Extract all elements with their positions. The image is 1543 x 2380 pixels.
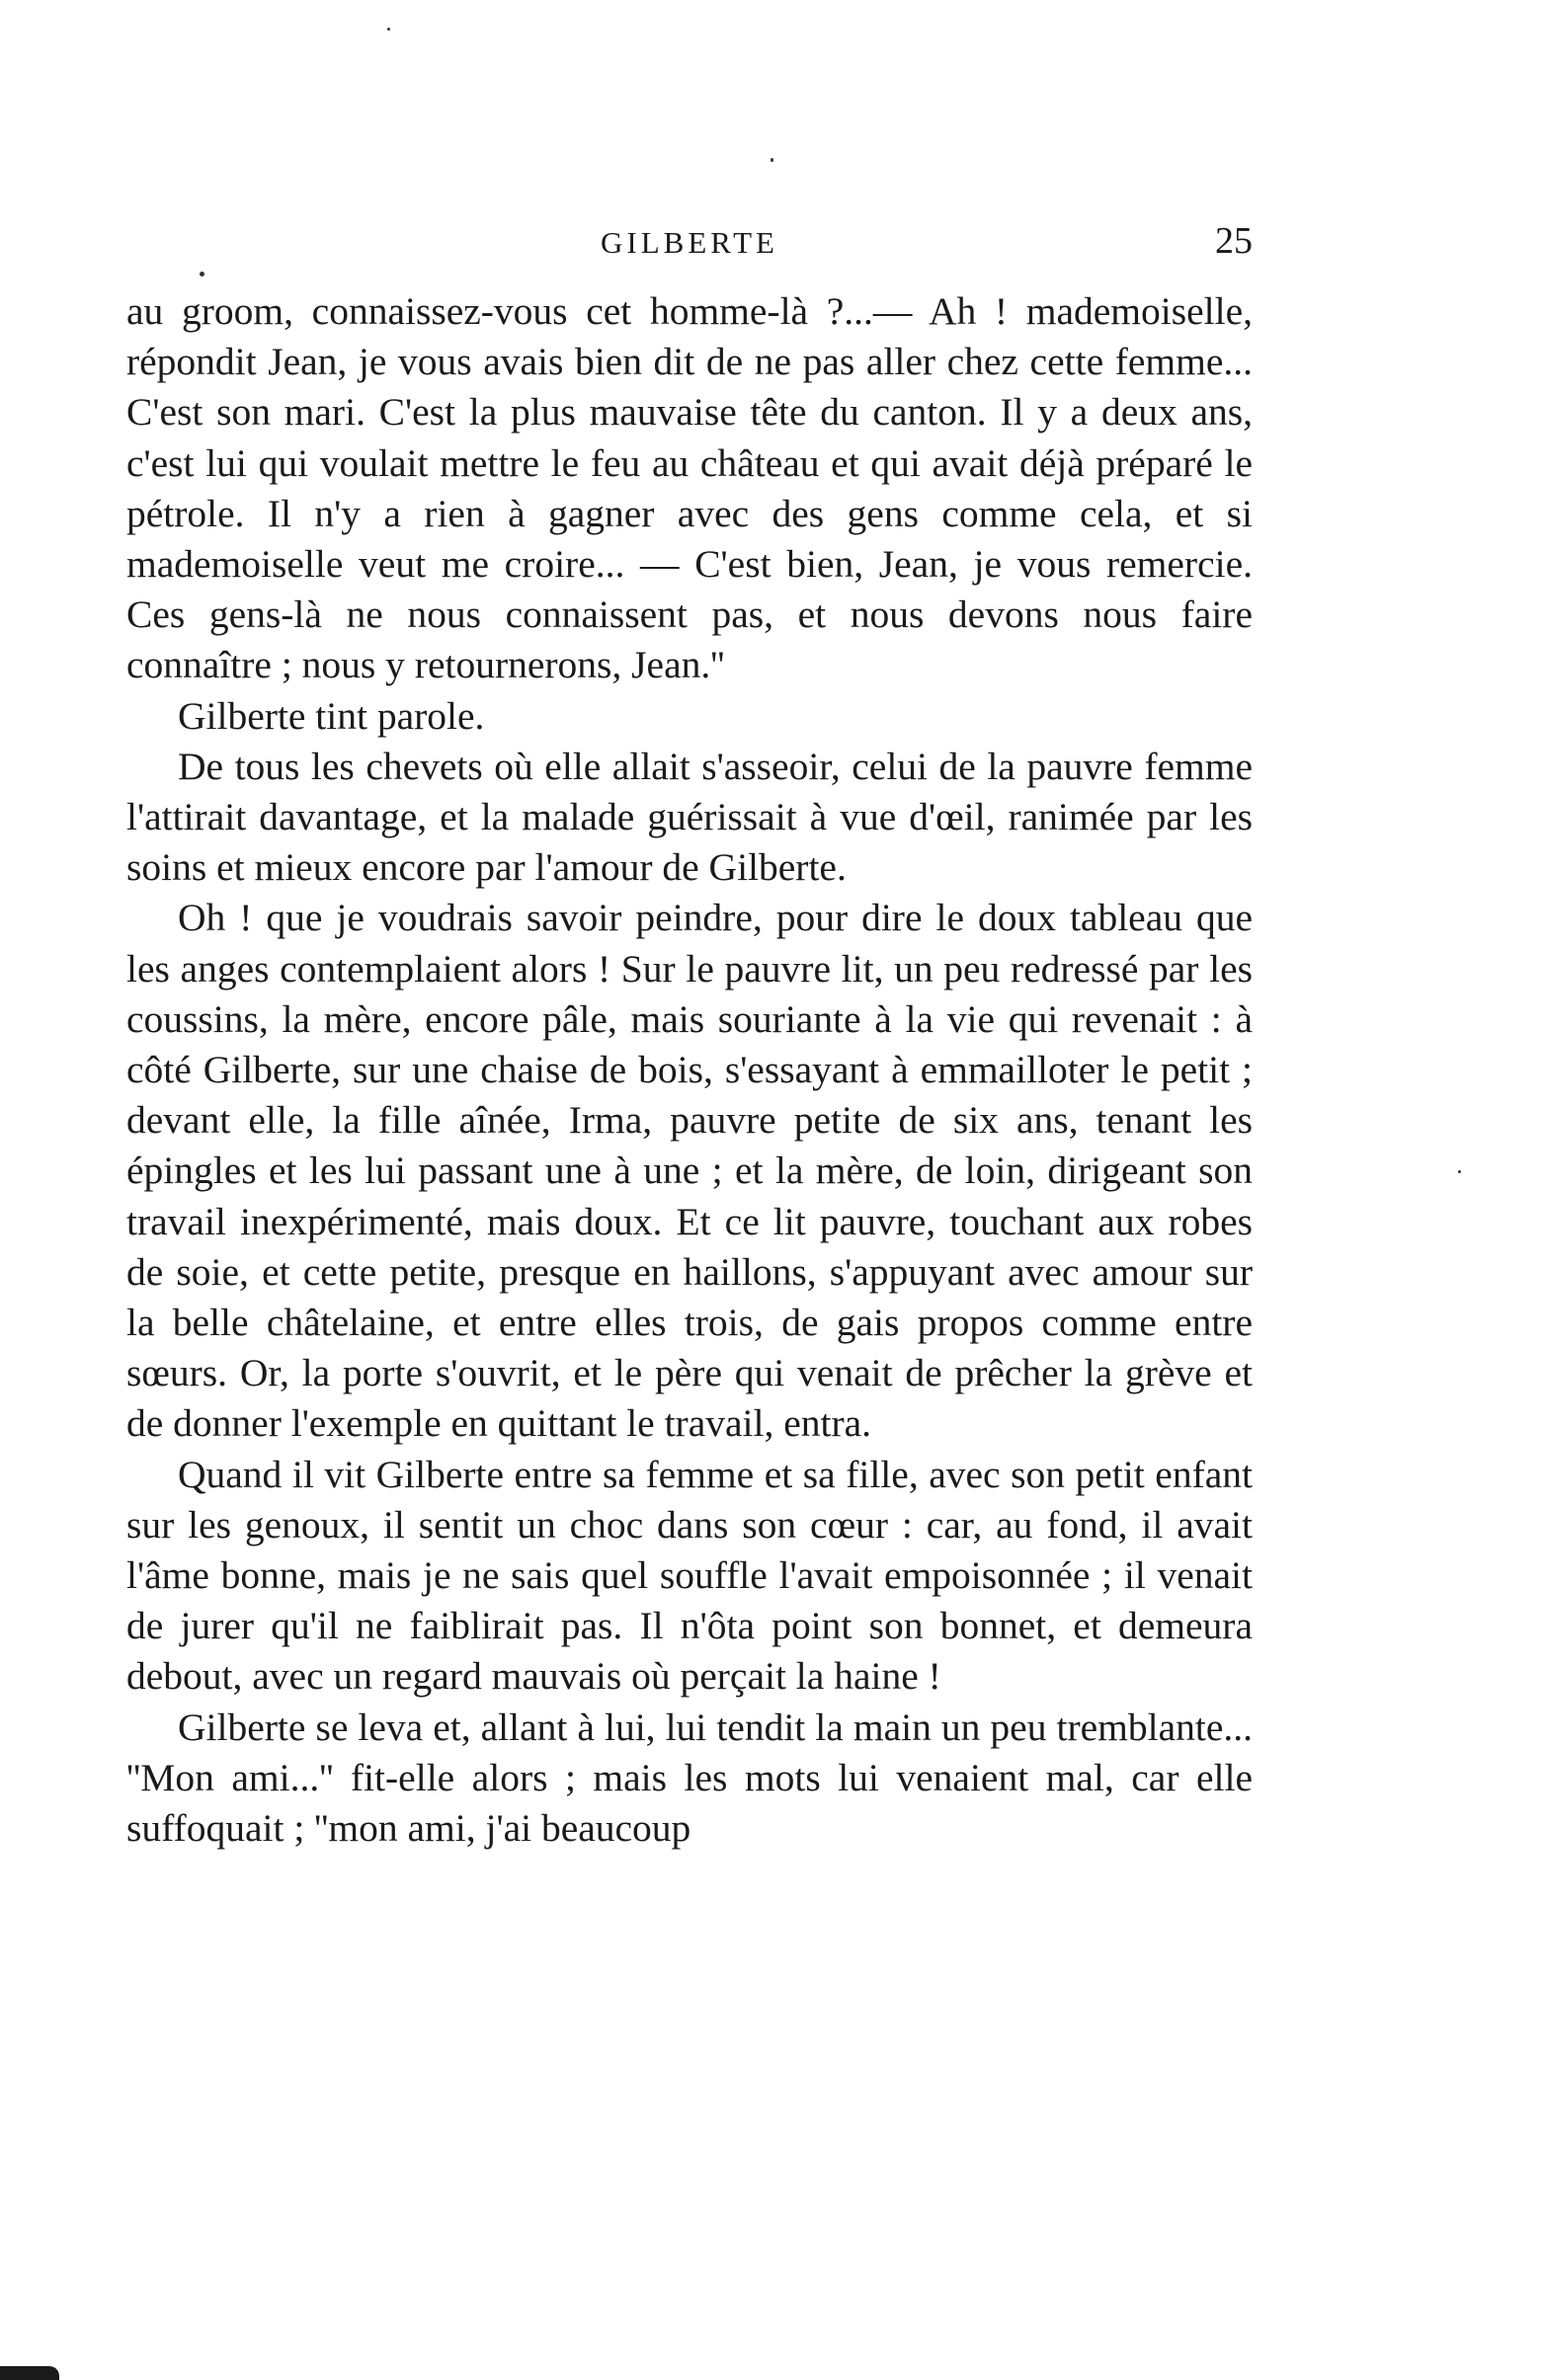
paragraph: Gilberte tint parole. (178, 693, 485, 738)
page-number: 25 (1215, 220, 1253, 262)
body-text (126, 286, 1253, 1854)
running-head (126, 219, 1253, 269)
paragraph: Oh ! que je voudrais savoir peindre, pour dire le doux tableau que les anges contemplaient alors ! Sur le pauvre lit, un peu redressé par les coussins, la mère, encore pâle, mais souriante à la vie qui revenait : à côté Gilberte, sur une chaise de bois, s'essayant à emmailloter le petit ; devant elle, la fille aînée, Irma, pauvre petite de six ans, tenant les épingles et les lui passant une à une ; et la mère, de loin, dirigeant son travail inexpérimenté, mais doux. Et ce lit pauvre, touchant aux robes de soie, et cette petite, presque en haillons, s'appuyant avec amour sur la belle châtelaine, et entre elles trois, de gais propos comme entre sœurs. Or, la porte s'ouvrit, et le père qui venait de prêcher la grève et de donner l'exemple en quittant le travail, entra. (126, 896, 1253, 1446)
paragraph: au groom, connaissez-vous cet homme-là ?...— Ah ! mademoiselle, répondit Jean, je vous avais bien dit de ne pas aller chez cette femme... C'est son mari. C'est la plus mauvaise tête du canton. Il y a deux ans, c'est lui qui voulait mettre le feu au château et qui avait déjà préparé le pétrole. Il n'y a rien à gagner avec des gens comme cela, et si mademoiselle veut me croire... — C'est bien, Jean, je vous remercie. Ces gens-là ne nous connaissent pas, et nous devons nous faire connaître ; nous y retournerons, Jean.'' (126, 289, 1253, 687)
running-title: GILBERTE (601, 225, 778, 260)
paragraph: De tous les chevets où elle allait s'asseoir, celui de la pauvre femme l'attirait davantage, et la malade guérissait à vue d'œil, ranimée par les soins et mieux encore par l'amour de Gilberte. (126, 744, 1253, 890)
ink-speck (200, 272, 204, 277)
paragraph: Gilberte se leva et, allant à lui, lui tendit la main un peu tremblante... ''Mon ami...'' fit-elle alors ; mais les mots lui venaient mal, car elle suffoquait ; ''mon ami, j'ai beaucoup (126, 1705, 1253, 1851)
ink-speck (387, 28, 390, 31)
paragraph: Quand il vit Gilberte entre sa femme et sa fille, avec son petit enfant sur les genoux, il sentit un choc dans son cœur : car, au fond, il avait l'âme bonne, mais je ne sais quel souffle l'avait empoisonnée ; il venait de jurer qu'il ne faiblirait pas. Il n'ôta point son bonnet, et demeura debout, avec un regard mauvais où perçait la haine ! (126, 1452, 1253, 1699)
ink-speck (771, 158, 773, 162)
ink-speck (1458, 1170, 1461, 1173)
page-edge-mark (0, 2366, 59, 2380)
